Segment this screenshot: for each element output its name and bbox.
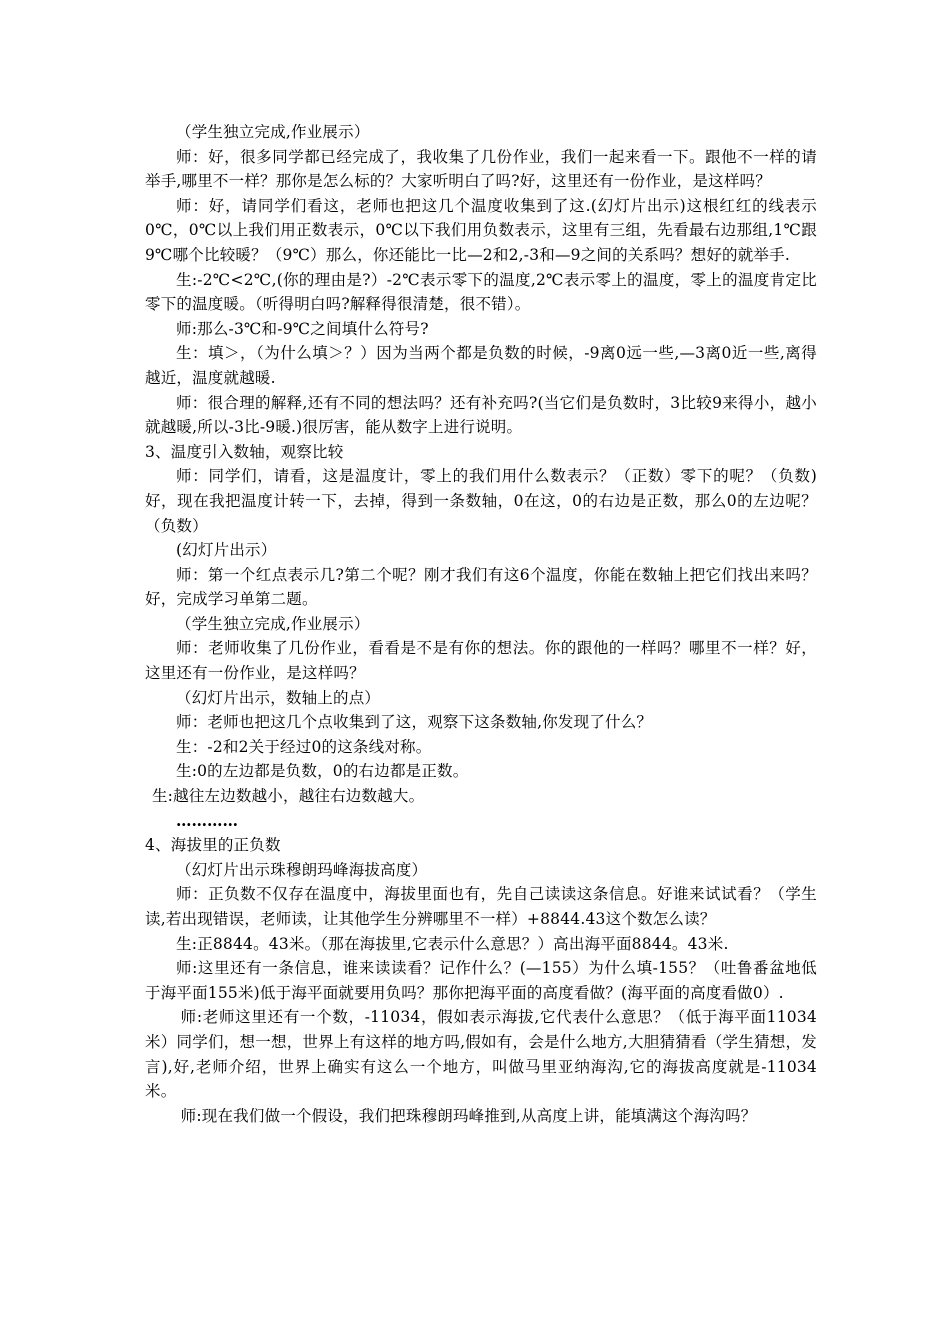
section-heading: 3、温度引入数轴，观察比较 bbox=[145, 442, 344, 461]
paragraph: 师：好，请同学们看这，老师也把这几个温度收集到了这.(幻灯片出示)这根红红的线表示0℃，0℃以上我们用正数表示，0℃以下我们用负数表示，这里有三组，先看最右边那组,1℃跟9℃哪个比较暖？（9℃）那么，你还能比一比—2和2,-3和—9之间的关系吗？想好的就举手. bbox=[145, 196, 817, 264]
paragraph: 生：-2和2关于经过0的这条线对称。 bbox=[176, 737, 432, 756]
paragraph: 师：同学们，请看，这是温度计，零上的我们用什么数表示？（正数）零下的呢？（负数)好，现在我把温度计转一下，去掉，得到一条数轴，0在这，0的右边是正数，那么0的左边呢？（负数） bbox=[145, 467, 817, 535]
ellipsis-line: ………… bbox=[176, 810, 238, 830]
paragraph: 师:现在我们做一个假设，我们把珠穆朗玛峰推到,从高度上讲，能填满这个海沟吗？ bbox=[180, 1106, 757, 1125]
paragraph: 生:正8844。43米。（那在海拔里,它表示什么意思？）高出海平面8844。43米. bbox=[176, 934, 729, 953]
section-heading: 4、海拔里的正负数 bbox=[145, 836, 281, 855]
paragraph: 师:这里还有一条信息，谁来读读看？记作什么？(—155）为什么填-155？（吐鲁番盆地低于海平面155米)低于海平面就要用负吗？那你把海平面的高度看做？(海平面的高度看做0）. bbox=[145, 959, 817, 1002]
paragraph: 生:0的左边都是负数，0的右边都是正数。 bbox=[176, 762, 469, 781]
paragraph: 师:老师这里还有一个数，-11034，假如表示海拔,它代表什么意思？（低于海平面11034米）同学们，想一想，世界上有这样的地方吗,假如有，会是什么地方,大胆猜猜看（学生猜想，发言),好,老师介绍，世界上确实有这么一个地方，叫做马里亚纳海沟,它的海拔高度就是-11034米。 bbox=[145, 1008, 817, 1101]
paragraph: （学生独立完成,作业展示） bbox=[176, 123, 370, 141]
paragraph: 师：很合理的解释,还有不同的想法吗？还有补充吗?(当它们是负数时，3比较9来得小，越小就越暖,所以-3比-9暖.)很厉害，能从数字上进行说明。 bbox=[145, 393, 817, 437]
paragraph: （幻灯片出示，数轴上的点） bbox=[176, 688, 381, 707]
paragraph: 师：好，很多同学都已经完成了，我收集了几份作业，我们一起来看一下。跟他不一样的请举手,哪里不一样？那你是怎么标的？大家听明白了吗?好，这里还有一份作业，是这样吗？ bbox=[145, 147, 817, 191]
paragraph: 师：正负数不仅存在温度中，海拔里面也有，先自己读读这条信息。好谁来试试看？（学生读,若出现错误，老师读，让其他学生分辨哪里不一样）+8844.43这个数怎么读？ bbox=[145, 885, 817, 928]
paragraph: (幻灯片出示） bbox=[176, 541, 277, 560]
document-body bbox=[145, 120, 817, 1128]
paragraph: （学生独立完成,作业展示） bbox=[176, 614, 370, 633]
paragraph: （幻灯片出示珠穆朗玛峰海拔高度） bbox=[176, 860, 428, 879]
paragraph: 生：填＞，（为什么填＞？）因为当两个都是负数的时候，-9离0远一些,—3离0近一些,离得越近，温度就越暖. bbox=[145, 344, 817, 387]
paragraph: 生:越往左边数越小，越往右边数越大。 bbox=[151, 787, 425, 806]
paragraph: 生:-2℃<2℃,(你的理由是?）-2℃表示零下的温度,2℃表示零上的温度，零上的温度肯定比零下的温度暖。（听得明白吗?解释得很清楚，很不错）。 bbox=[145, 270, 817, 314]
paragraph: 师：老师也把这几个点收集到了这，观察下这条数轴,你发现了什么？ bbox=[176, 713, 653, 732]
paragraph: 师：老师收集了几份作业，看看是不是有你的想法。你的跟他的一样吗？哪里不一样？好，这里还有一份作业，是这样吗？ bbox=[145, 639, 817, 683]
paragraph: 师：第一个红点表示几?第二个呢？刚才我们有这6个温度，你能在数轴上把它们找出来吗？好，完成学习单第二题。 bbox=[145, 565, 817, 609]
paragraph: 师:那么-3℃和-9℃之间填什么符号? bbox=[176, 319, 429, 338]
